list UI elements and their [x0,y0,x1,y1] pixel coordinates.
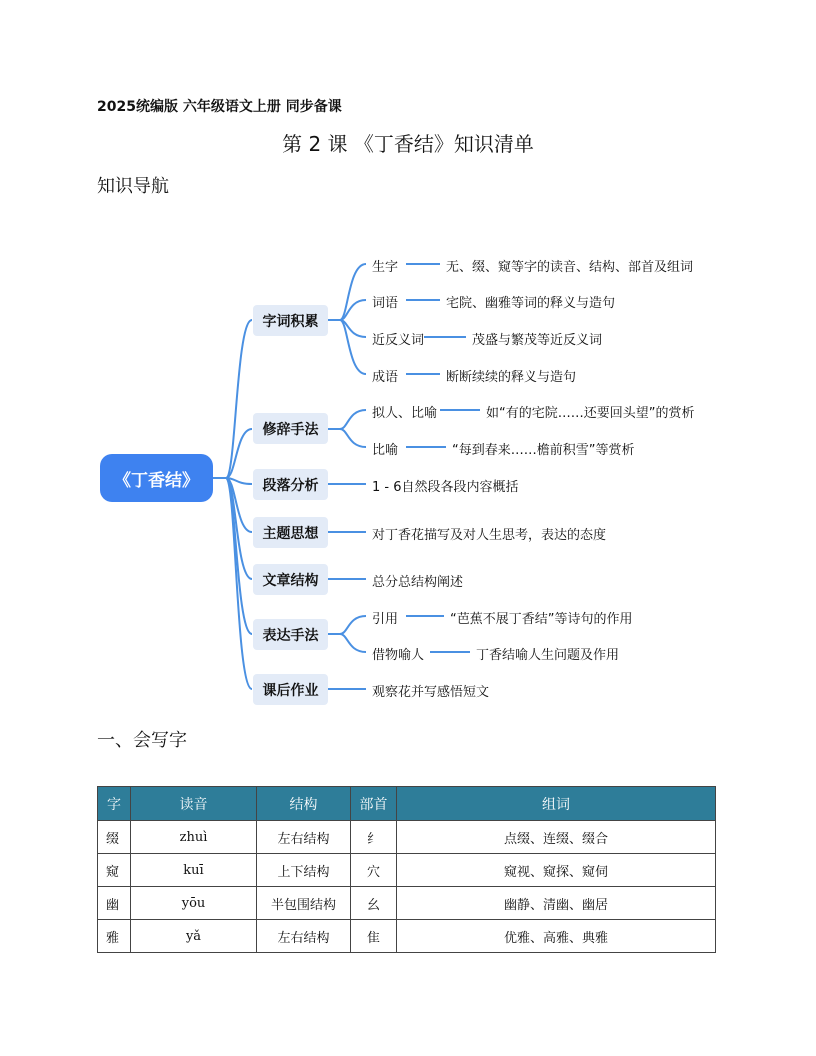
leaf-key: 对丁香花描写及对人生思考，表达的态度 [372,528,607,543]
leaf-key: 1 - 6自然段各段内容概括 [372,480,519,495]
leaf-key: 引用 [372,612,399,627]
mind-map [0,230,816,720]
leaf-desc: 如“有的宅院……还要回头望”的赏析 [486,406,695,421]
column-header: 字 [98,787,131,821]
leaf-key: 拟人、比喻 [372,406,438,421]
cell-character: 缀 [98,821,131,854]
column-header: 部首 [351,787,397,821]
cell-pinyin: yōu [131,887,257,920]
column-header: 读音 [131,787,257,821]
cell-words: 幽静、清幽、幽居 [397,887,716,920]
branch-vocabulary: 字词积累 [253,305,328,336]
branch-structure: 文章结构 [253,564,328,595]
leaf-desc: 无、缀、窥等字的读音、结构、部首及组词 [446,260,694,275]
cell-character: 窥 [98,854,131,887]
leaf-desc: 断断续续的释义与造句 [446,370,577,385]
cell-structure: 左右结构 [257,920,351,953]
leaf-key: 成语 [372,370,399,385]
cell-pinyin: kuī [131,854,257,887]
course-series-header: 2025统编版 六年级语文上册 同步备课 [97,99,342,115]
leaf-key: 观察花并写感悟短文 [372,685,490,700]
cell-words: 窥视、窥探、窥伺 [397,854,716,887]
cell-words: 优雅、高雅、典雅 [397,920,716,953]
page-title: 第 2 课 《丁香结》知识清单 [282,132,534,156]
leaf-key: 借物喻人 [372,648,425,663]
branch-paragraph-analysis: 段落分析 [253,469,328,500]
table-row [98,821,716,854]
cell-words: 点缀、连缀、缀合 [397,821,716,854]
cell-radical: 纟 [351,821,397,854]
cell-pinyin: yǎ [131,920,257,953]
leaf-key: 总分总结构阐述 [372,575,464,590]
leaf-desc: “芭蕉不展丁香结”等诗句的作用 [450,612,633,627]
leaf-desc: “每到春来……檐前积雪”等赏析 [452,443,635,458]
leaf-desc: 宅院、幽雅等词的释义与造句 [446,296,616,311]
cell-radical: 穴 [351,854,397,887]
leaf-key: 近反义词 [372,333,425,348]
column-header: 组词 [397,787,716,821]
character-table [97,786,716,953]
leaf-key: 词语 [372,296,399,311]
table-row [98,854,716,887]
table-row [98,920,716,953]
cell-structure: 半包围结构 [257,887,351,920]
branch-expression: 表达手法 [253,619,328,650]
cell-radical: 幺 [351,887,397,920]
leaf-desc: 茂盛与繁茂等近反义词 [472,333,603,348]
cell-character: 幽 [98,887,131,920]
mind-map-center-node: 《丁香结》 [100,454,213,502]
section-heading-writing: 一、会写字 [97,730,187,751]
section-heading-nav: 知识导航 [97,176,169,197]
cell-radical: 隹 [351,920,397,953]
leaf-key: 比喻 [372,443,399,458]
branch-theme: 主题思想 [253,517,328,548]
cell-character: 雅 [98,920,131,953]
table-row [98,887,716,920]
cell-pinyin: zhuì [131,821,257,854]
column-header: 结构 [257,787,351,821]
table-header-row [98,787,716,821]
cell-structure: 上下结构 [257,854,351,887]
leaf-key: 生字 [372,260,399,275]
branch-rhetoric: 修辞手法 [253,413,328,444]
cell-structure: 左右结构 [257,821,351,854]
branch-homework: 课后作业 [253,674,328,705]
leaf-desc: 丁香结喻人生问题及作用 [476,648,620,663]
